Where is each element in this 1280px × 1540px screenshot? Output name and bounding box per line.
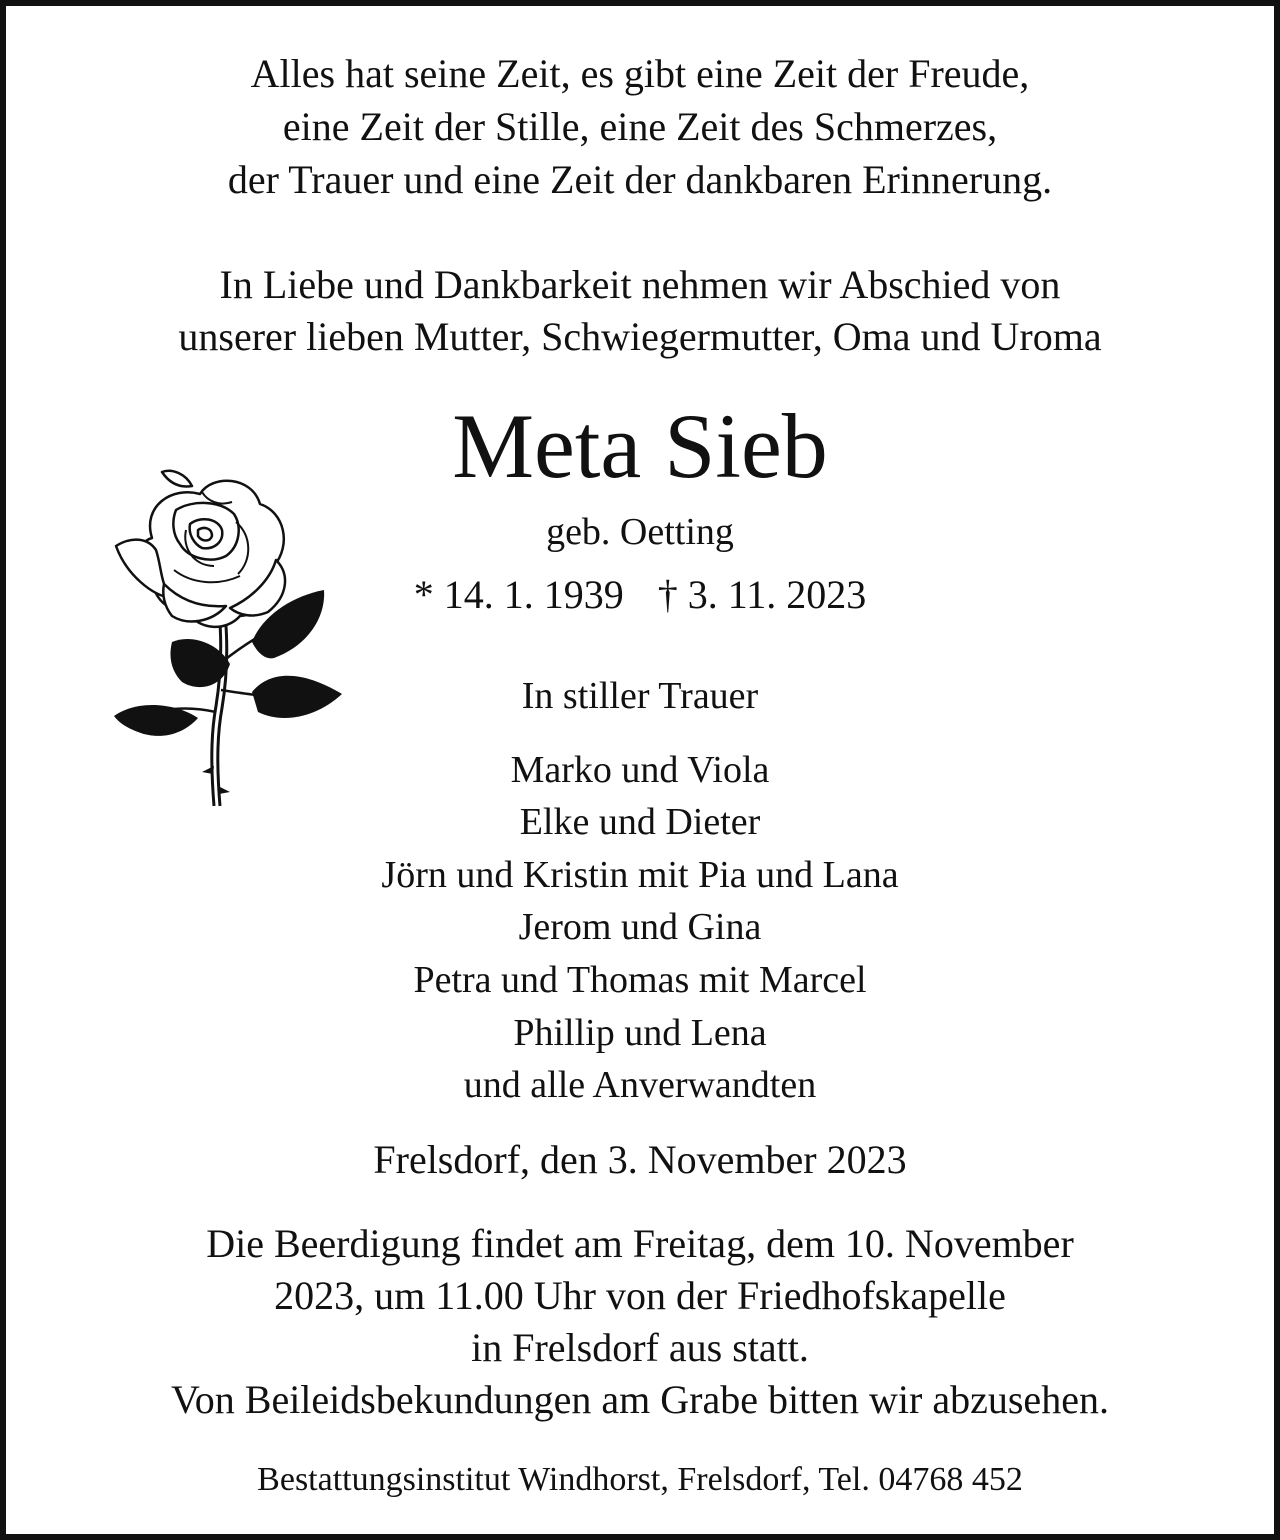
mourning-intro: In stiller Trauer <box>521 675 759 717</box>
birth-name: geb. Oetting <box>546 511 734 553</box>
funeral-notice-line: 2023, um 11.00 Uhr von der Friedhofskapelle <box>274 1273 1006 1318</box>
mourner-line: Marko und Viola <box>510 749 770 791</box>
deceased-name: Meta Sieb <box>452 395 828 497</box>
mourner-line: Elke und Dieter <box>519 801 761 843</box>
funeral-notice-line: Die Beerdigung findet am Freitag, dem 10. November <box>206 1221 1074 1266</box>
mourner-line: Jörn und Kristin mit Pia und Lana <box>381 854 899 896</box>
birth-date: * 14. 1. 1939 <box>413 572 624 617</box>
rose-icon <box>102 466 352 816</box>
funeral-notice-line: Von Beileidsbekundungen am Grabe bitten wir abzusehen. <box>171 1377 1109 1422</box>
intro-line: Alles hat seine Zeit, es gibt eine Zeit der Freude, <box>250 51 1030 96</box>
intro-line: der Trauer und eine Zeit der dankbaren Erinnerung. <box>227 157 1053 202</box>
mourner-line: und alle Anverwandten <box>463 1064 817 1106</box>
undertaker-info: Bestattungsinstitut Windhorst, Frelsdorf, Tel. 04768 452 <box>257 1461 1023 1498</box>
intro-line: eine Zeit der Stille, eine Zeit des Schmerzes, <box>282 104 998 149</box>
funeral-notice-line: in Frelsdorf aus statt. <box>471 1325 809 1370</box>
mourner-line: Petra und Thomas mit Marcel <box>413 959 867 1001</box>
mourner-line: Jerom und Gina <box>518 906 762 948</box>
death-date: † 3. 11. 2023 <box>657 572 867 617</box>
farewell-line: unserer lieben Mutter, Schwiegermutter, Oma und Uroma <box>178 314 1102 359</box>
farewell-line: In Liebe und Dankbarkeit nehmen wir Abschied von <box>219 262 1061 307</box>
mourner-line: Phillip und Lena <box>513 1012 767 1054</box>
place-date: Frelsdorf, den 3. November 2023 <box>373 1137 907 1182</box>
